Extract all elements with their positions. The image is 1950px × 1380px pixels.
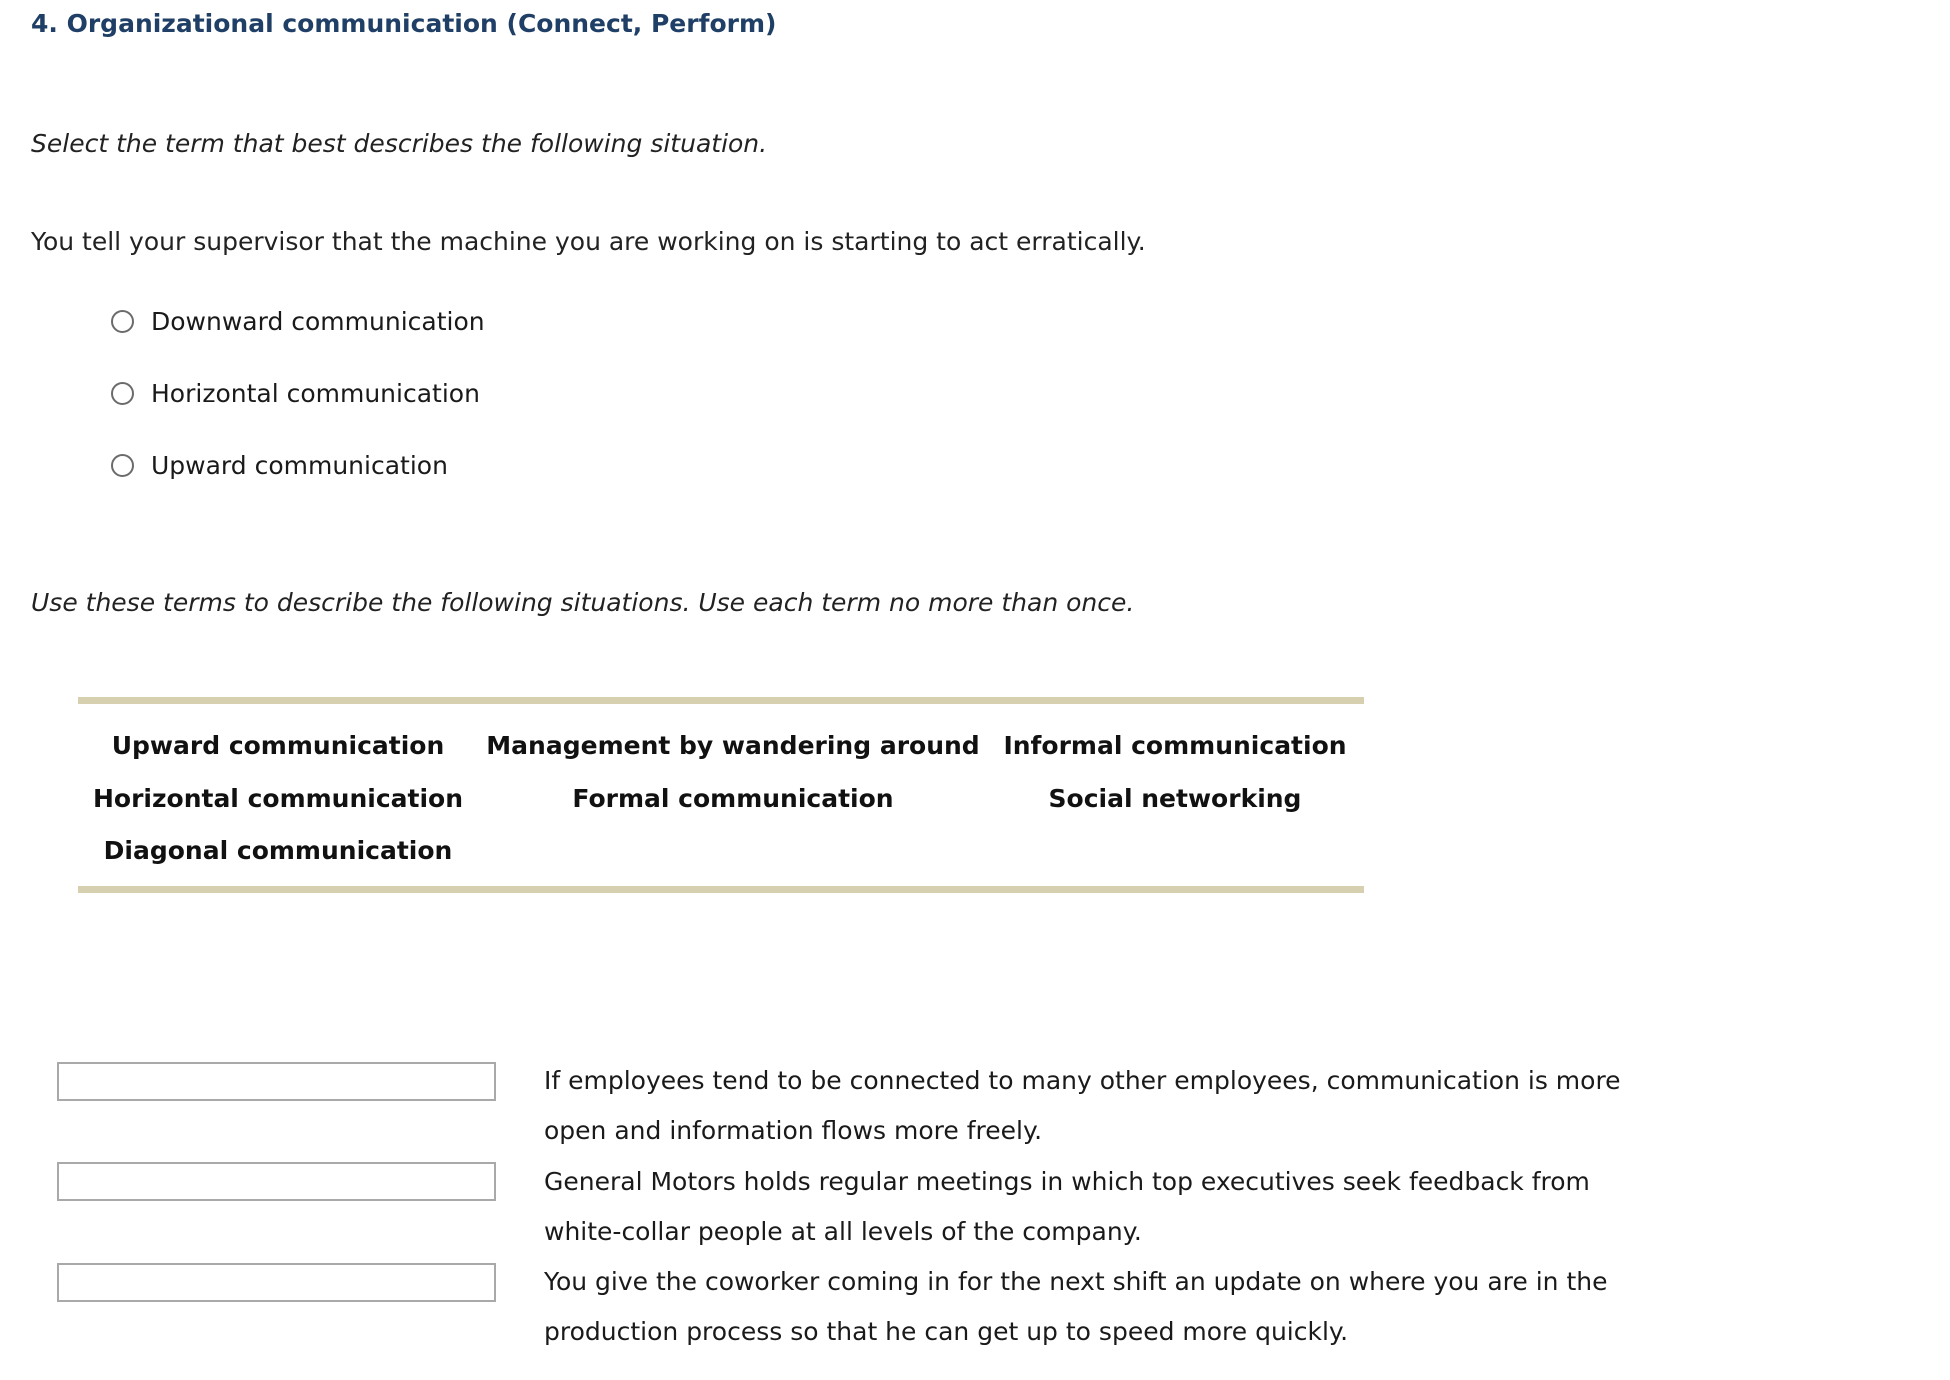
term-management-by-wandering-around[interactable]: Management by wandering around <box>486 731 980 760</box>
term-informal-communication[interactable]: Informal communication <box>1003 731 1347 760</box>
situation-text: You tell your supervisor that the machine you are working on is starting to act erratically. <box>31 227 1146 256</box>
question-title: 4. Organizational communication (Connect, Perform) <box>31 9 777 38</box>
term-horizontal-communication[interactable]: Horizontal communication <box>92 784 464 813</box>
answer-drop-box-1[interactable] <box>57 1062 496 1101</box>
term-formal-communication[interactable]: Formal communication <box>572 784 894 813</box>
answer-drop-box-2[interactable] <box>57 1162 496 1201</box>
radio-option-downward[interactable] <box>111 306 485 336</box>
part1-instruction: Select the term that best describes the following situation. <box>31 129 768 158</box>
radio-button[interactable] <box>111 454 134 477</box>
term-diagonal-communication[interactable]: Diagonal communication <box>103 836 453 865</box>
radio-option-horizontal[interactable] <box>111 378 480 408</box>
radio-label: Downward communication <box>151 306 485 336</box>
term-upward-communication[interactable]: Upward communication <box>111 731 445 760</box>
match-statement-3: You give the coworker coming in for the next shift an update on where you are in the production process so that he can get up to speed more quickly. <box>544 1267 1608 1346</box>
radio-label: Upward communication <box>151 450 448 480</box>
match-statement-2: General Motors holds regular meetings in which top executives seek feedback from white-collar people at all levels of the company. <box>544 1167 1590 1246</box>
term-social-networking[interactable]: Social networking <box>1048 784 1302 813</box>
radio-option-upward[interactable] <box>111 450 448 480</box>
radio-button[interactable] <box>111 310 134 333</box>
answer-drop-box-3[interactable] <box>57 1263 496 1302</box>
radio-label: Horizontal communication <box>151 378 480 408</box>
radio-button[interactable] <box>111 382 134 405</box>
part2-instruction: Use these terms to describe the following situations. Use each term no more than once. <box>31 588 1135 617</box>
term-bank <box>78 697 1364 893</box>
match-statement-1: If employees tend to be connected to many other employees, communication is more open and information flows more freely. <box>544 1066 1621 1145</box>
